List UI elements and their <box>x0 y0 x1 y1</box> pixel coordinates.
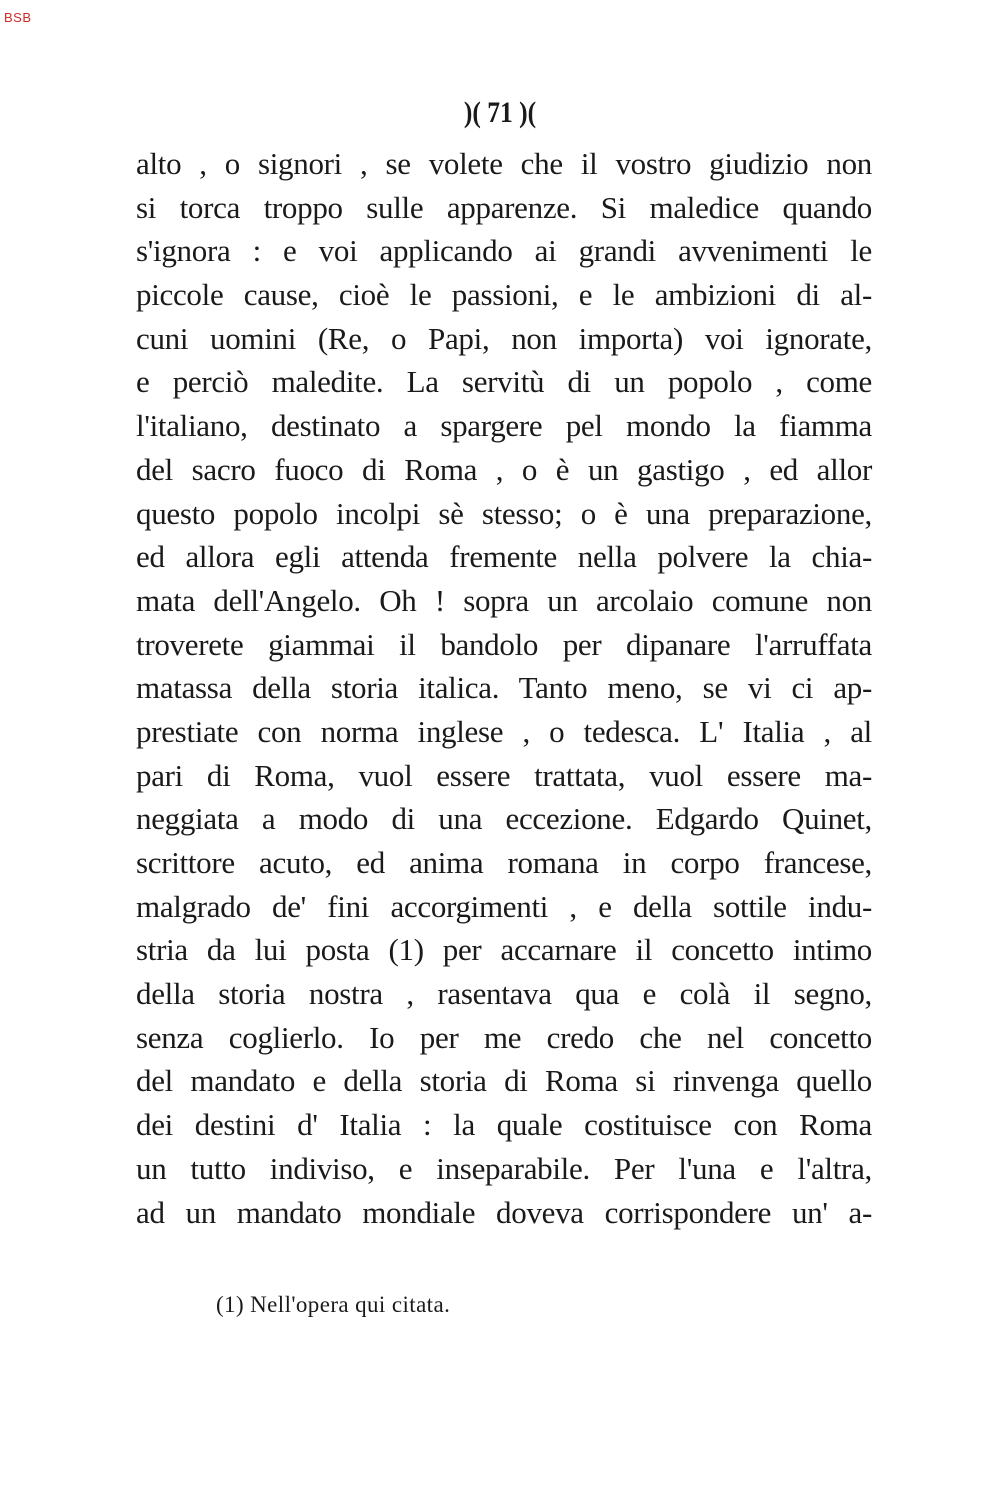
text-line: si torca troppo sulle apparenze. Si maledice quando <box>136 189 872 225</box>
text-line: malgrado de' fini accorgimenti , e della sottile indu- <box>136 888 872 924</box>
text-line: prestiate con norma inglese , o tedesca. L' Italia , al <box>136 713 872 749</box>
text-line: matassa della storia italica. Tanto meno, se vi ci ap- <box>136 670 872 706</box>
text-line: alto , o signori , se volete che il vostro giudizio non <box>136 146 872 181</box>
text-line: pari di Roma, vuol essere trattata, vuol essere ma- <box>136 757 872 793</box>
text-line: del mandato e della storia di Roma si rinvenga quello <box>136 1063 872 1099</box>
text-line: questo popolo incolpi sè stesso; o è una preparazione, <box>136 495 872 531</box>
text-line: neggiata a modo di una eccezione. Edgardo Quinet, <box>136 801 872 837</box>
text-line: scrittore acuto, ed anima romana in corpo francese, <box>136 845 872 880</box>
text-line: s'ignora : e voi applicando ai grandi avvenimenti le <box>136 233 872 269</box>
text-line: senza coglierlo. Io per me credo che nel concetto <box>136 1019 872 1055</box>
text-line: troverete giammai il bandolo per dipanare l'arruffata <box>136 626 872 662</box>
text-line: cuni uomini (Re, o Papi, non importa) voi ignorate, <box>136 320 872 356</box>
library-watermark: BSB <box>4 10 32 25</box>
text-line: stria da lui posta (1) per accarnare il concetto intimo <box>136 932 872 968</box>
text-line: piccole cause, cioè le passioni, e le ambizioni di al- <box>136 277 872 313</box>
body-text <box>136 142 872 1234</box>
page-number-header: )( 71 )( <box>463 96 537 129</box>
text-line: ad un mandato mondiale doveva corrispondere un' a- <box>136 1194 872 1230</box>
text-line: della storia nostra , rasentava qua e colà il segno, <box>136 976 872 1012</box>
text-line: un tutto indiviso, e inseparabile. Per l'una e l'altra, <box>136 1150 872 1186</box>
text-line: e perciò maledite. La servitù di un popolo , come <box>136 364 872 400</box>
text-line: ed allora egli attenda fremente nella polvere la chia- <box>136 539 872 575</box>
footnote: (1) Nell'opera qui citata. <box>216 1292 451 1317</box>
text-line: mata dell'Angelo. Oh ! sopra un arcolaio comune non <box>136 582 872 618</box>
text-line: l'italiano, destinato a spargere pel mondo la fiamma <box>136 408 872 444</box>
text-line: del sacro fuoco di Roma , o è un gastigo , ed allor <box>136 451 872 487</box>
text-line: dei destini d' Italia : la quale costituisce con Roma <box>136 1107 872 1143</box>
